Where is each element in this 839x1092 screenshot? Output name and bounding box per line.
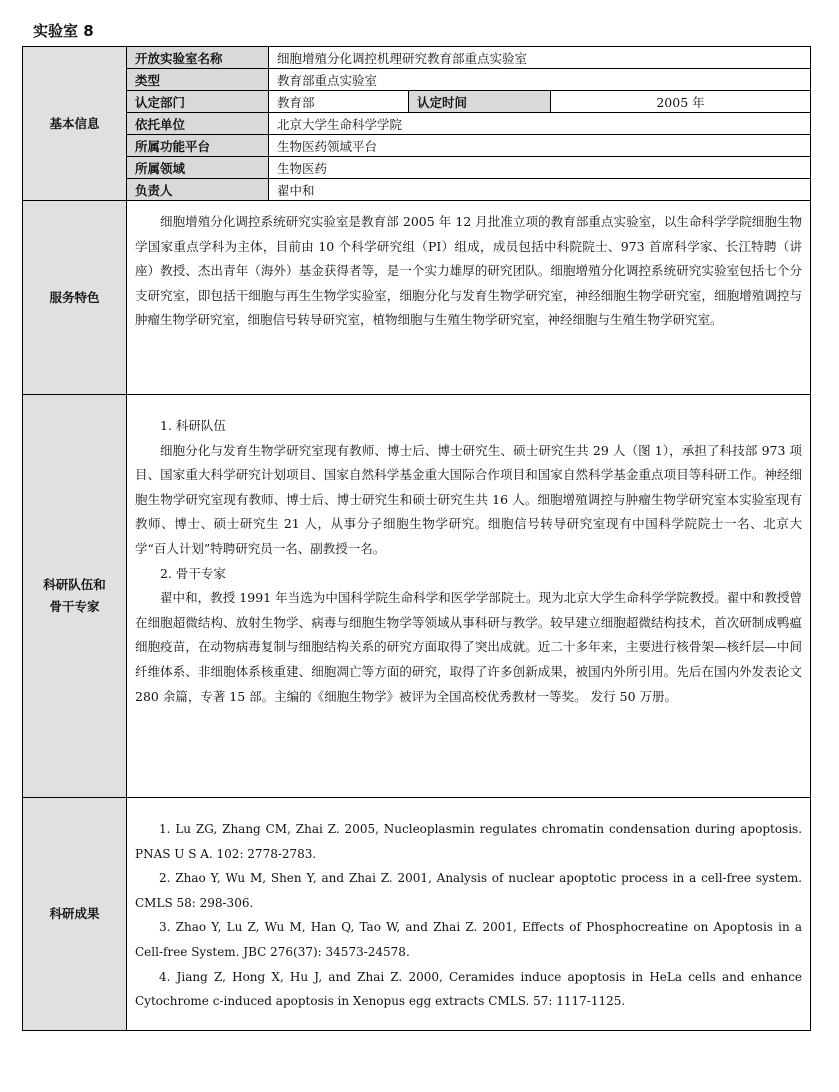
service-text: 细胞增殖分化调控系统研究实验室是教育部 2005 年 12 月批准立项的教育部重点实验室，以生命科学学院细胞生物学国家重点学科为主体，目前由 10 个科学研究组（PI）组成，成员包括中科院院士、973 首席科学家、长江特聘（讲座）教授、杰出青年（海外）基金获得者等，是一个实力雄厚的研究团队。细胞增殖分化调控系统研究实验室包括七个分支研究室，即包括干细胞与再生生物学实验室，细胞分化与发育生物学研究室，神经细胞生物学研究室，细胞增殖调控与肿瘤生物学研究室，细胞信号转导研究室，植物细胞与生殖生物学研究室，神经细胞与生殖生物学研究室。 bbox=[135, 214, 803, 328]
lab-info-table bbox=[22, 46, 811, 1031]
results-cell bbox=[127, 798, 811, 1031]
results-label: 科研成果 bbox=[23, 798, 127, 1031]
row-platform bbox=[23, 135, 811, 157]
lab-name-value: 细胞增殖分化调控机理研究教育部重点实验室 bbox=[269, 47, 811, 69]
reference-item: 3. Zhao Y, Lu Z, Wu M, Han Q, Tao W, and Zhai Z. 2001, Effects of Phosphocreatine on Apoptosis in a Cell-free System. JBC 276(37): 34573-24578. bbox=[135, 920, 803, 959]
lab-name-key: 开放实验室名称 bbox=[127, 47, 269, 69]
row-field bbox=[23, 157, 811, 179]
dept-key: 认定部门 bbox=[127, 91, 269, 113]
team-label-line2: 骨干专家 bbox=[49, 599, 100, 614]
row-head bbox=[23, 179, 811, 201]
type-value: 教育部重点实验室 bbox=[269, 69, 811, 91]
row-dept bbox=[23, 91, 811, 113]
team-paragraph-2: 翟中和，教授 1991 年当选为中国科学院生命科学和医学学部院士。现为北京大学生命科学学院教授。翟中和教授曾在细胞超微结构、放射生物学、病毒与细胞生物学等领域从事科研与教学。较早建立细胞超微结构技术，首次研制成鸭瘟细胞疫苗，在动物病毒复制与细胞结构关系的研究方面取得了突出成就。近二十多年来，主要进行核骨架—核纤层—中间纤维体系、非细胞体系核重建、细胞凋亡等方面的研究，取得了许多创新成果，被国内外所引用。先后在国内外发表论文 280 余篇，专著 15 部。主编的《细胞生物学》被评为全国高校优秀教材一等奖。 发行 50 万册。 bbox=[135, 590, 803, 704]
basic-info-label: 基本信息 bbox=[23, 47, 127, 201]
platform-key: 所属功能平台 bbox=[127, 135, 269, 157]
team-cell bbox=[127, 395, 811, 798]
team-heading-1: 1. 科研队伍 bbox=[160, 418, 226, 433]
field-key: 所属领域 bbox=[127, 157, 269, 179]
platform-value: 生物医药领域平台 bbox=[269, 135, 811, 157]
row-team bbox=[23, 395, 811, 798]
time-key: 认定时间 bbox=[409, 91, 551, 113]
row-lab-name bbox=[23, 47, 811, 69]
team-heading-2: 2. 骨干专家 bbox=[160, 565, 226, 581]
team-label-line1: 科研队伍和 bbox=[43, 577, 106, 592]
service-label: 服务特色 bbox=[23, 201, 127, 395]
row-type bbox=[23, 69, 811, 91]
head-key: 负责人 bbox=[127, 179, 269, 201]
team-paragraph-1: 细胞分化与发育生物学研究室现有教师、博士后、博士研究生、硕士研究生共 29 人（图 1），承担了科技部 973 项目、国家重大科学研究计划项目、国家自然科学基金重大国际合作项目和国家自然科学基金重点项目等科研工作。神经细胞生物学研究室现有教师、博士后、博士研究生和硕士研究生共 16 人。细胞增殖调控与肿瘤生物学研究室本实验室现有教师、博士、硕士研究生 21 人，从事分子细胞生物学研究。细胞信号转导研究室现有中国科学院院士一名、北京大学“百人计划”特聘研究员一名、副教授一名。 bbox=[135, 442, 803, 556]
field-value: 生物医药 bbox=[269, 157, 811, 179]
host-value: 北京大学生命科学学院 bbox=[269, 113, 811, 135]
page-heading: 实验室 8 bbox=[33, 22, 94, 40]
row-host bbox=[23, 113, 811, 135]
row-service bbox=[23, 201, 811, 395]
dept-value: 教育部 bbox=[269, 91, 409, 113]
head-value: 翟中和 bbox=[269, 179, 811, 201]
host-key: 依托单位 bbox=[127, 113, 269, 135]
type-key: 类型 bbox=[127, 69, 269, 91]
reference-item: 2. Zhao Y, Wu M, Shen Y, and Zhai Z. 2001, Analysis of nuclear apoptotic process in a cell-free system. CMLS 58: 298-306. bbox=[135, 871, 803, 910]
row-results bbox=[23, 798, 811, 1031]
service-cell bbox=[127, 201, 811, 395]
team-label bbox=[23, 395, 127, 798]
reference-item: 4. Jiang Z, Hong X, Hu J, and Zhai Z. 2000, Ceramides induce apoptosis in HeLa cells and enhance Cytochrome c-induced apoptosis in Xenopus egg extracts CMLS. 57: 1117-1125. bbox=[135, 969, 803, 1009]
time-value: 2005 年 bbox=[551, 91, 811, 113]
reference-item: 1. Lu ZG, Zhang CM, Zhai Z. 2005, Nucleoplasmin regulates chromatin condensation during apoptosis. PNAS U S A. 102: 2778-2783. bbox=[135, 822, 803, 861]
